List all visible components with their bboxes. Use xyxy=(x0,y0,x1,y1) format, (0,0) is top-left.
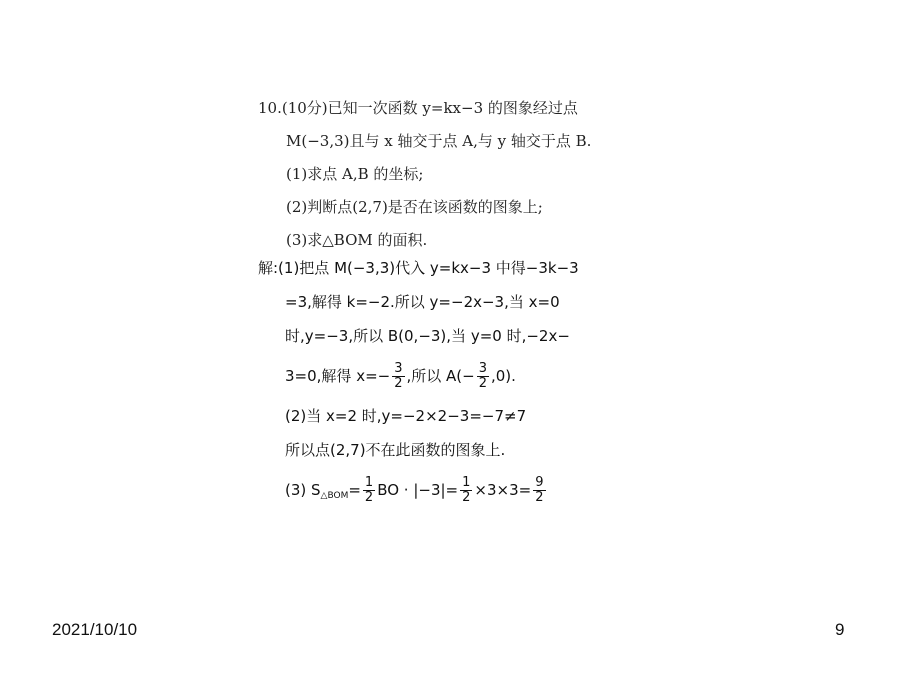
solution-text: ,所以 A(− xyxy=(406,367,475,385)
fraction-numerator: 1 xyxy=(462,475,471,490)
fraction xyxy=(363,476,375,505)
problem-line: 10.(10分)已知一次函数 y=kx−3 的图象经过点 xyxy=(258,99,578,117)
fraction-numerator: 3 xyxy=(394,361,403,376)
solution-line: =3,解得 k=−2.所以 y=−2x−3,当 x=0 xyxy=(285,293,560,311)
solution xyxy=(258,251,658,513)
fraction xyxy=(392,362,404,391)
solution-text: = xyxy=(348,481,361,499)
fraction-denominator: 2 xyxy=(478,376,487,391)
fraction-numerator: 3 xyxy=(478,361,487,376)
subscript: △BOM xyxy=(320,491,349,501)
solution-text: (3) S xyxy=(285,481,321,499)
fraction xyxy=(477,362,489,391)
fraction xyxy=(460,476,472,505)
solution-text: 3=0,解得 x=− xyxy=(285,367,391,385)
footer-date: 2021/10/10 xyxy=(52,620,138,639)
fraction-denominator: 2 xyxy=(535,490,544,505)
problem-line: (3)求△BOM 的面积. xyxy=(286,231,428,249)
solution-line: (2)当 x=2 时,y=−2×2−3=−7≠7 xyxy=(285,407,527,425)
solution-text: ,0). xyxy=(491,367,516,385)
fraction-denominator: 2 xyxy=(364,490,374,505)
problem-line: (1)求点 A,B 的坐标; xyxy=(286,165,424,183)
problem-line: (2)判断点(2,7)是否在该函数的图象上; xyxy=(286,198,543,216)
fraction-denominator: 2 xyxy=(462,490,471,505)
fraction-denominator: 2 xyxy=(394,376,403,391)
solution-line xyxy=(258,467,658,513)
problem-statement xyxy=(258,92,658,257)
problem-line: M(−3,3)且与 x 轴交于点 A,与 y 轴交于点 B. xyxy=(286,132,592,150)
solution-line xyxy=(258,353,658,399)
fraction-numerator: 1 xyxy=(364,475,374,490)
solution-text: ×3×3= xyxy=(474,481,532,499)
solution-line: 所以点(2,7)不在此函数的图象上. xyxy=(285,441,506,459)
page-number: 9 xyxy=(835,620,845,639)
fraction-numerator: 9 xyxy=(535,475,544,490)
solution-line: 解:(1)把点 M(−3,3)代入 y=kx−3 中得−3k−3 xyxy=(258,259,579,277)
solution-line: 时,y=−3,所以 B(0,−3),当 y=0 时,−2x− xyxy=(285,327,570,345)
solution-text: BO · |−3|= xyxy=(377,481,459,499)
fraction xyxy=(533,476,545,505)
